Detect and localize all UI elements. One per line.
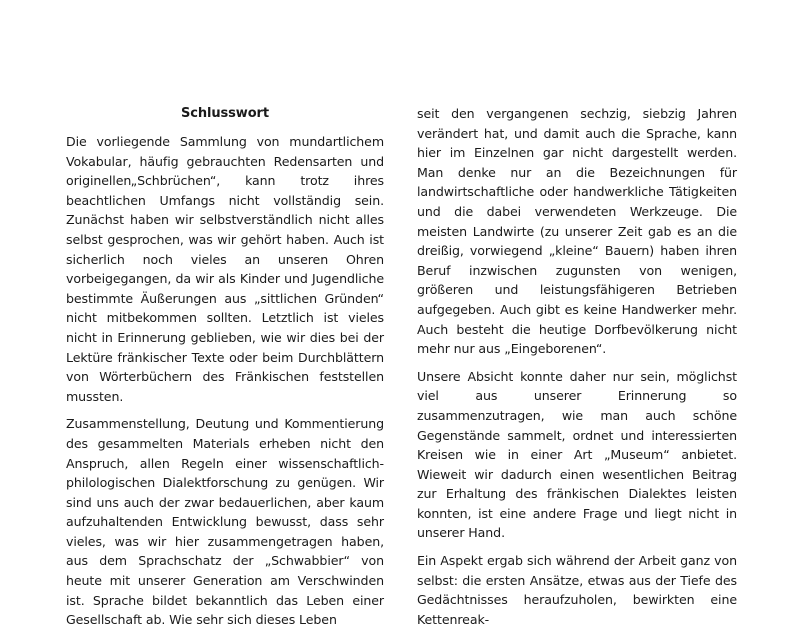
- paragraph: Zusammenstellung, Deutung und Kommentierung des gesammelten Materials erheben nicht den Anspruch, allen Regeln einer wissenschaftlich-philologischen Dialektforschung zu genügen. Wir sind uns auch der zwar bedauerlichen, aber kaum aufzuhaltenden Entwicklung bewusst, dass sehr vieles, was wir hier zusammengetragen haben, aus dem Sprachschatz der „Schwabbier“ von heute mit unserer Generation am Verschwinden ist. Sprache bildet bekanntlich das Leben einer Gesellschaft ab. Wie sehr sich dieses Leben: [66, 416, 384, 628]
- section-heading: Schlusswort: [181, 106, 269, 121]
- paragraph: Die vorliegende Sammlung von mundartlichem Vokabular, häufig gebrauchten Redensarten und originellen„Schbrüchen“, kann trotz ihres beachtlichen Umfangs nicht vollständig sein. Zunächst haben wir selbstverständlich nicht alles selbst gesprochen, was wir gehört haben. Auch ist sicherlich noch vieles an unseren Ohren vorbeigegangen, da wir als Kinder und Jugendliche bestimmte Äußerungen aus „sittlichen Gründen“ nicht mitbekommen sollten. Letztlich ist vieles nicht in Erinnerung geblieben, wie wir dies bei der Lektüre fränkischer Texte oder beim Durchblättern von Wörterbüchern des Fränkischen feststellen mussten.: [66, 134, 384, 404]
- paragraph: Ein Aspekt ergab sich während der Arbeit ganz von selbst: die ersten Ansätze, etwas aus der Tiefe des Gedächtnisses heraufzuholen, bewirkten eine Kettenreak-: [417, 553, 737, 627]
- paragraph: Unsere Absicht konnte daher nur sein, möglichst viel aus unserer Erinnerung so zusammenzutragen, wie man auch schöne Gegenstände sammelt, ordnet und interessierten Kreisen wie in einer Art „Museum“ anbietet. Wieweit wir dadurch einen wesentlichen Beitrag zur Erhaltung des fränkischen Dialektes leisten konnten, ist eine andere Frage und liegt nicht in unserer Hand.: [417, 368, 737, 541]
- left-page-column: [66, 104, 384, 638]
- right-page-column: [417, 104, 737, 637]
- paragraph: seit den vergangenen sechzig, siebzig Jahren verändert hat, und damit auch die Sprache, kann hier im Einzelnen gar nicht dargestellt werden. Man denke nur an die Bezeichnungen für landwirtschaftliche oder handwerkliche Tätigkeiten und die dabei verwendeten Werkzeuge. Die meisten Landwirte (zu unserer Zeit gab es an die dreißig, vorwiegend „kleine“ Bauern) haben ihren Beruf inzwischen zugunsten von wenigen, größeren und leistungsfähigeren Betrieben aufgegeben. Auch gibt es keine Handwerker mehr. Auch besteht die heutige Dorfbevölkerung nicht mehr nur aus „Eingeborenen“.: [417, 106, 737, 357]
